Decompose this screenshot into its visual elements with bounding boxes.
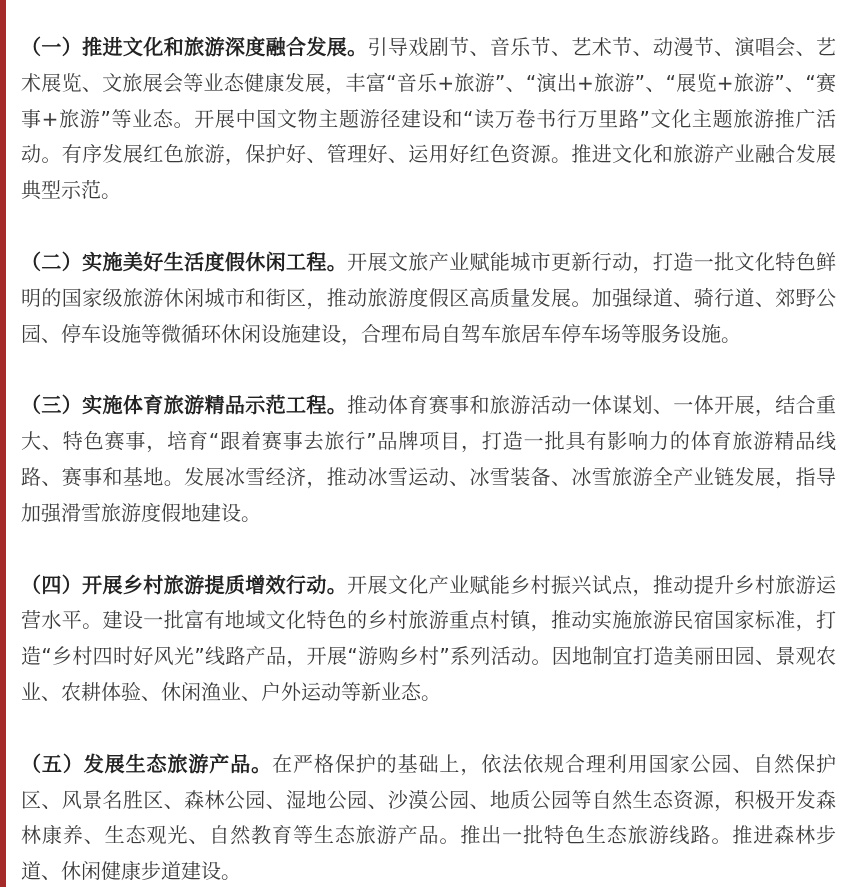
section-5 bbox=[21, 747, 836, 890]
section-3 bbox=[21, 388, 836, 531]
section-heading: （二）实施美好生活度假休闲工程。 bbox=[21, 249, 348, 274]
left-accent-bar bbox=[0, 0, 6, 887]
section-heading: （五）发展生态旅游产品。 bbox=[21, 751, 273, 776]
section-text: 在严格保护的基础上，依法依规合理利用国家公园、自然保护区、风景名胜区、森林公园、湿地公园、沙漠公园、地质公园等自然生态资源，积极开发森林康养、生态观光、自然教育等生态旅游产品。推出一批特色生态旅游线路。推进森林步道、休闲健康步道建设。 bbox=[21, 751, 837, 884]
article-body bbox=[21, 30, 836, 890]
section-text: 开展文化产业赋能乡村振兴试点，推动提升乡村旅游运营水平。建设一批富有地域文化特色的乡村旅游重点村镇，推动实施旅游民宿国家标准，打造“乡村四时好风光”线路产品，开展“游购乡村”系列活动。因地制宜打造美丽田园、景观农业、农耕体验、休闲渔业、户外运动等新业态。 bbox=[21, 572, 837, 704]
section-text: 开展文旅产业赋能城市更新行动，打造一批文化特色鲜明的国家级旅游休闲城市和街区，推动旅游度假区高质量发展。加强绿道、骑行道、郊野公园、停车设施等微循环休闲设施建设，合理布局自驾车旅居车停车场等服务设施。 bbox=[21, 249, 837, 346]
section-2 bbox=[21, 245, 836, 352]
section-heading: （三）实施体育旅游精品示范工程。 bbox=[21, 393, 348, 418]
section-heading: （四）开展乡村旅游提质增效行动。 bbox=[21, 572, 348, 597]
section-4 bbox=[21, 568, 836, 711]
section-1 bbox=[21, 30, 836, 209]
section-text: 引导戏剧节、音乐节、艺术节、动漫节、演唱会、艺术展览、文旅展会等业态健康发展，丰富“音乐+旅游”、“演出+旅游”、“展览+旅游”、“赛事+旅游”等业态。开展中国文物主题游径建设和“读万卷书行万里路”文化主题旅游推广活动。有序发展红色旅游，保护好、管理好、运用好红色资源。推进文化和旅游产业融合发展典型示范。 bbox=[21, 35, 837, 203]
section-text: 推动体育赛事和旅游活动一体谋划、一体开展，结合重大、特色赛事，培育“跟着赛事去旅行”品牌项目，打造一批具有影响力的体育旅游精品线路、赛事和基地。发展冰雪经济，推动冰雪运动、冰雪装备、冰雪旅游全产业链发展，指导加强滑雪旅游度假地建设。 bbox=[21, 393, 837, 525]
section-heading: （一）推进文化和旅游深度融合发展。 bbox=[21, 35, 368, 59]
